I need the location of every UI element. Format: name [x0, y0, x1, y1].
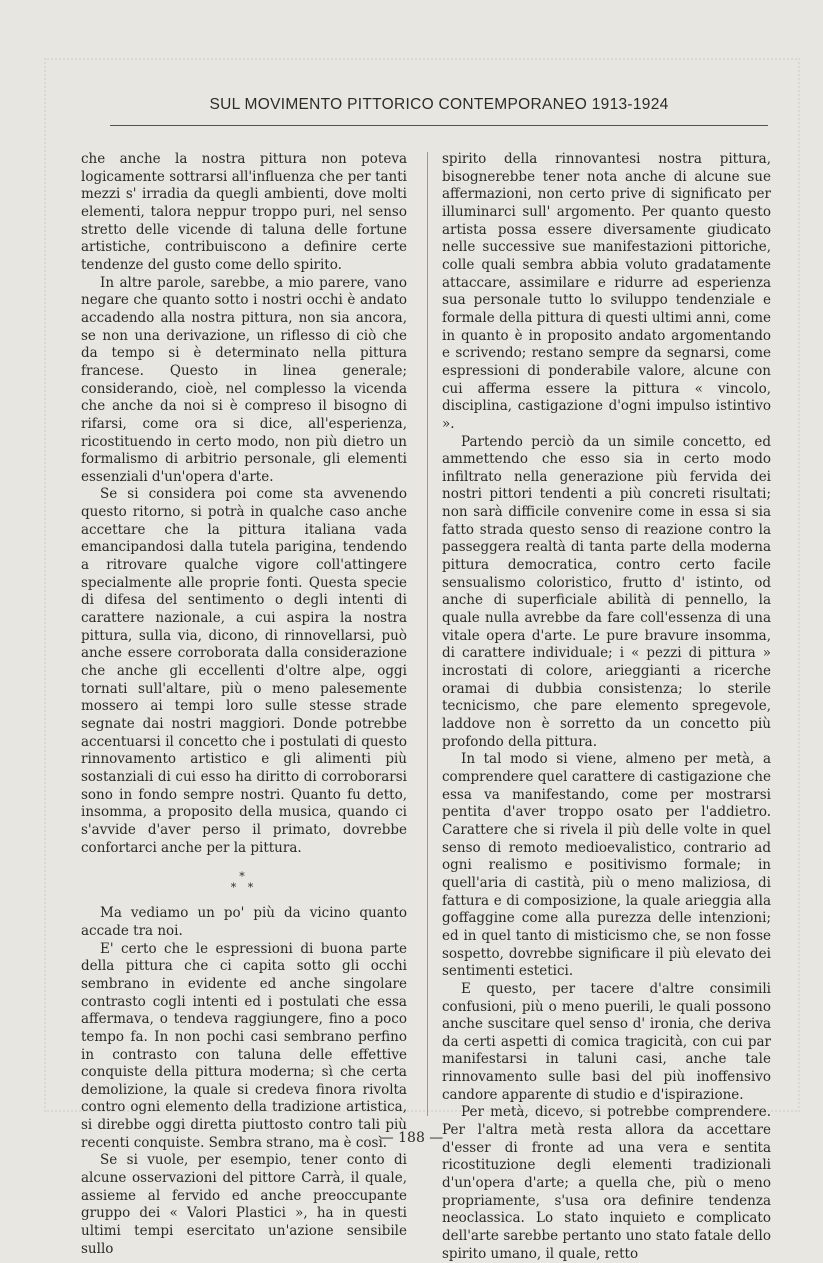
paragraph: Ma vediamo un po' più da vicino quanto accade tra noi.	[81, 905, 407, 939]
right-column	[442, 151, 771, 1263]
page-number: — 188 —	[379, 1130, 444, 1146]
paragraph: In tal modo si viene, almeno per metà, a comprendere quel carattere di castigazione che essa va manifestando, come per mostrarsi pentita d'aver troppo osato per l'addietro. Carattere che si rivela il più delle volte in quel senso di remoto medioevalistico, contrario ad ogni realismo e positivismo formale; in quell'aria di castità, più o meno maliziosa, di fattura e di composizione, la quale arieggia alla goffaggine come alla purezza delle intenzioni; ed in quel tanto di misticismo che, se non fosse sospetto, dovrebbe significare il più elevato dei sentimenti estetici.	[442, 751, 771, 980]
paragraph: E questo, per tacere d'altre consimili confusioni, più o meno puerili, le quali possono anche suscitare quel senso d' ironia, che deriva da certi aspetti di comica tragicità, con cui par manifestarsi in taluni casi, anche tale rinnovamento sulle basi del più inoffensivo candore apparente di studio e d'ispirazione.	[442, 980, 771, 1103]
asterism-top: *	[239, 870, 249, 884]
running-title: SUL MOVIMENTO PITTORICO CONTEMPORANEO 1913-1924	[110, 96, 768, 126]
paragraph: In altre parole, sarebbe, a mio parere, vano negare che quanto sotto i nostri occhi è andato accadendo alla nostra pittura, non sia ancora, se non una derivazione, un riflesso di ciò che da tempo si è determinato nella pittura francese. Questo in linea generale; considerando, cioè, nel complesso la vicenda che anche da noi si è compreso il bisogno di rifarsi, come ora si dice, all'esperienza, ricostituendo in certo modo, non più dietro un formalismo di arbitrio personale, gli elementi essenziali d'un'opera d'arte.	[81, 274, 407, 485]
paragraph: Per metà, dicevo, si potrebbe comprendere. Per l'altra metà resta allora da accettare d'esser di fronte ad una vera e sentita ricostituzione degli elementi tradizionali d'un'opera d'arte; a quella che, più o meno propriamente, s'usa ora definire tendenza neoclassica. Lo stato inquieto e complicato dell'arte sarebbe pertanto uno stato fatale dello spirito umano, il quale, retto	[442, 1104, 771, 1262]
paragraph: Se si vuole, per esempio, tener conto di alcune osservazioni del pittore Carrà, il quale, assieme al fervido ed anche preoccupante gruppo dei « Valori Plastici », ha in questi ultimi tempi esercitato un'azione sensibile sullo	[81, 1152, 407, 1257]
paragraph: che anche la nostra pittura non poteva logicamente sottrarsi all'influenza che per tanti mezzi s' irradia da quegli ambienti, dove molti elementi, talora neppur troppo puri, nel senso stretto delle vicende di taluna delle fortune artistiche, contribuiscono a definire certe tendenze del gusto come dello spirito.	[81, 151, 407, 273]
left-column	[81, 151, 407, 1258]
asterism-bottom: * *	[230, 881, 258, 895]
paragraph: spirito della rinnovantesi nostra pittura, bisognerebbe tener nota anche di alcune sue affermazioni, non certo prive di significato per illuminarci sull' argomento. Per quanto questo artista possa essere diversamente giudicato nelle successive sue manifestazioni pittoriche, colle quali sembra abbia voluto gradatamente attaccare, assimilare e ridurre ad esperienza sua personale tutto lo sviluppo tendenziale e formale della pittura di questi ultimi anni, come in quanto è in proposito andato argomentando e scrivendo; restano sempre da segnarsi, come espressioni di ponderabile valore, alcune con cui afferma essere la pittura « vincolo, disciplina, castigazione d'ogni impulso istintivo ».	[442, 151, 771, 432]
section-break-asterism	[81, 871, 407, 893]
paragraph: Partendo perciò da un simile concetto, ed ammettendo che esso sia in certo modo infiltrato nella generazione più fervida dei nostri pittori tendenti a più concreti risultati; non sarà difficile convenire come in essa si sia fatto strada questo senso di reazione contro la passeggera realtà di tanta parte della moderna pittura democratica, contro certo facile sensualismo coloristico, frutto d' istinto, od anche di superficiale abilità di pennello, la quale nulla avrebbe da fare coll'essenza di una vitale opera d'arte. Le pure bravure insomma, di carattere individuale; i « pezzi di pittura » incrostati di colore, arieggianti a ricerche oramai di dubbia consistenza; lo sterile tecnicismo, che pare elemento spregevole, laddove non è sorretto da un concetto più profondo della pittura.	[442, 433, 771, 750]
paragraph: E' certo che le espressioni di buona parte della pittura che ci capita sotto gli occhi sembrano in evidente ed anche singolare contrasto cogli intenti ed i postulati che essa affermava, o tendeva raggiungere, fino a poco tempo fa. In non pochi casi sembrano perfino in contrasto con taluna delle effettive conquiste della pittura moderna; sì che certa demolizione, la quale si credeva finora rivolta contro ogni elemento della tradizione artistica, si direbbe oggi diretta piuttosto contro tali più recenti conquiste. Sembra strano, ma è così.	[81, 940, 407, 1151]
paragraph: Se si considera poi come sta avvenendo questo ritorno, si potrà in qualche caso anche accettare che la pittura italiana vada emancipandosi dalla tutela parigina, tendendo a ritrovare qualche vigore coll'attingere specialmente alle proprie fonti. Questa specie di difesa del sentimento o degli intenti di carattere nazionale, a cui aspira la nostra pittura, sulla via, dicono, di rinnovellarsi, può anche essere corroborata dalla considerazione che anche gli eccellenti d'oltre alpe, oggi tornati sull'altare, più o meno palesemente mossero ai tempi loro sulle stesse strade segnate dai nostri maggiori. Donde potrebbe accentuarsi il concetto che i postulati di questo rinnovamento artistico e gli alimenti più sostanziali di cui esso ha diritto di corroborarsi sono in fondo sempre nostri. Quanto fu detto, insomma, a proposito della musica, quando ci s'avvide d'aver perso il primato, dovrebbe confortarci anche per la pittura.	[81, 486, 407, 856]
column-divider	[427, 152, 428, 1116]
